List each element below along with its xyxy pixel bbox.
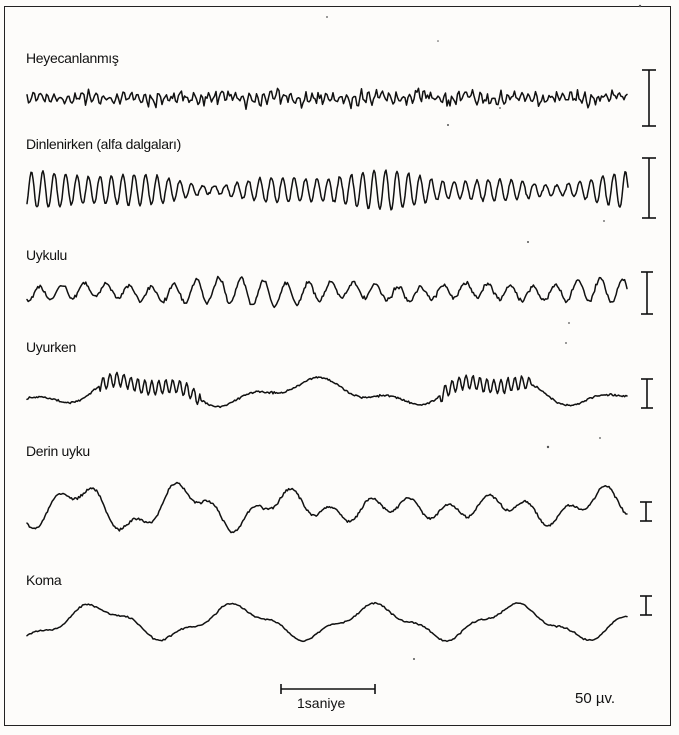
scale-bar-koma bbox=[640, 596, 652, 615]
time-scale-label: 1saniye bbox=[297, 695, 346, 711]
eeg-trace-koma bbox=[27, 603, 627, 642]
scale-bar-dinlenirken bbox=[642, 158, 656, 218]
trace-label-heyecanlanmis: Heyecanlanmış bbox=[26, 50, 119, 66]
trace-label-uykulu: Uykulu bbox=[26, 247, 67, 263]
scale-bar-uyurken bbox=[641, 379, 653, 408]
trace-label-derin-uyku: Derin uyku bbox=[26, 443, 90, 459]
eeg-trace-derin-uyku bbox=[27, 483, 627, 533]
trace-label-koma: Koma bbox=[26, 572, 62, 588]
eeg-trace-uykulu bbox=[27, 277, 627, 308]
eeg-trace-uyurken bbox=[27, 372, 627, 407]
eeg-trace-dinlenirken bbox=[27, 170, 628, 210]
scale-bar-derin-uyku bbox=[640, 502, 652, 521]
amplitude-scale-label: 50 µv. bbox=[575, 690, 616, 707]
scale-bar-heyecanlanmis bbox=[642, 70, 656, 126]
trace-label-uyurken: Uyurken bbox=[26, 339, 77, 355]
time-scale-bar bbox=[281, 684, 375, 694]
scale-bar-uykulu bbox=[641, 272, 653, 314]
trace-label-dinlenirken: Dinlenirken (alfa dalgaları) bbox=[26, 136, 182, 152]
eeg-trace-heyecanlanmis bbox=[27, 88, 627, 109]
